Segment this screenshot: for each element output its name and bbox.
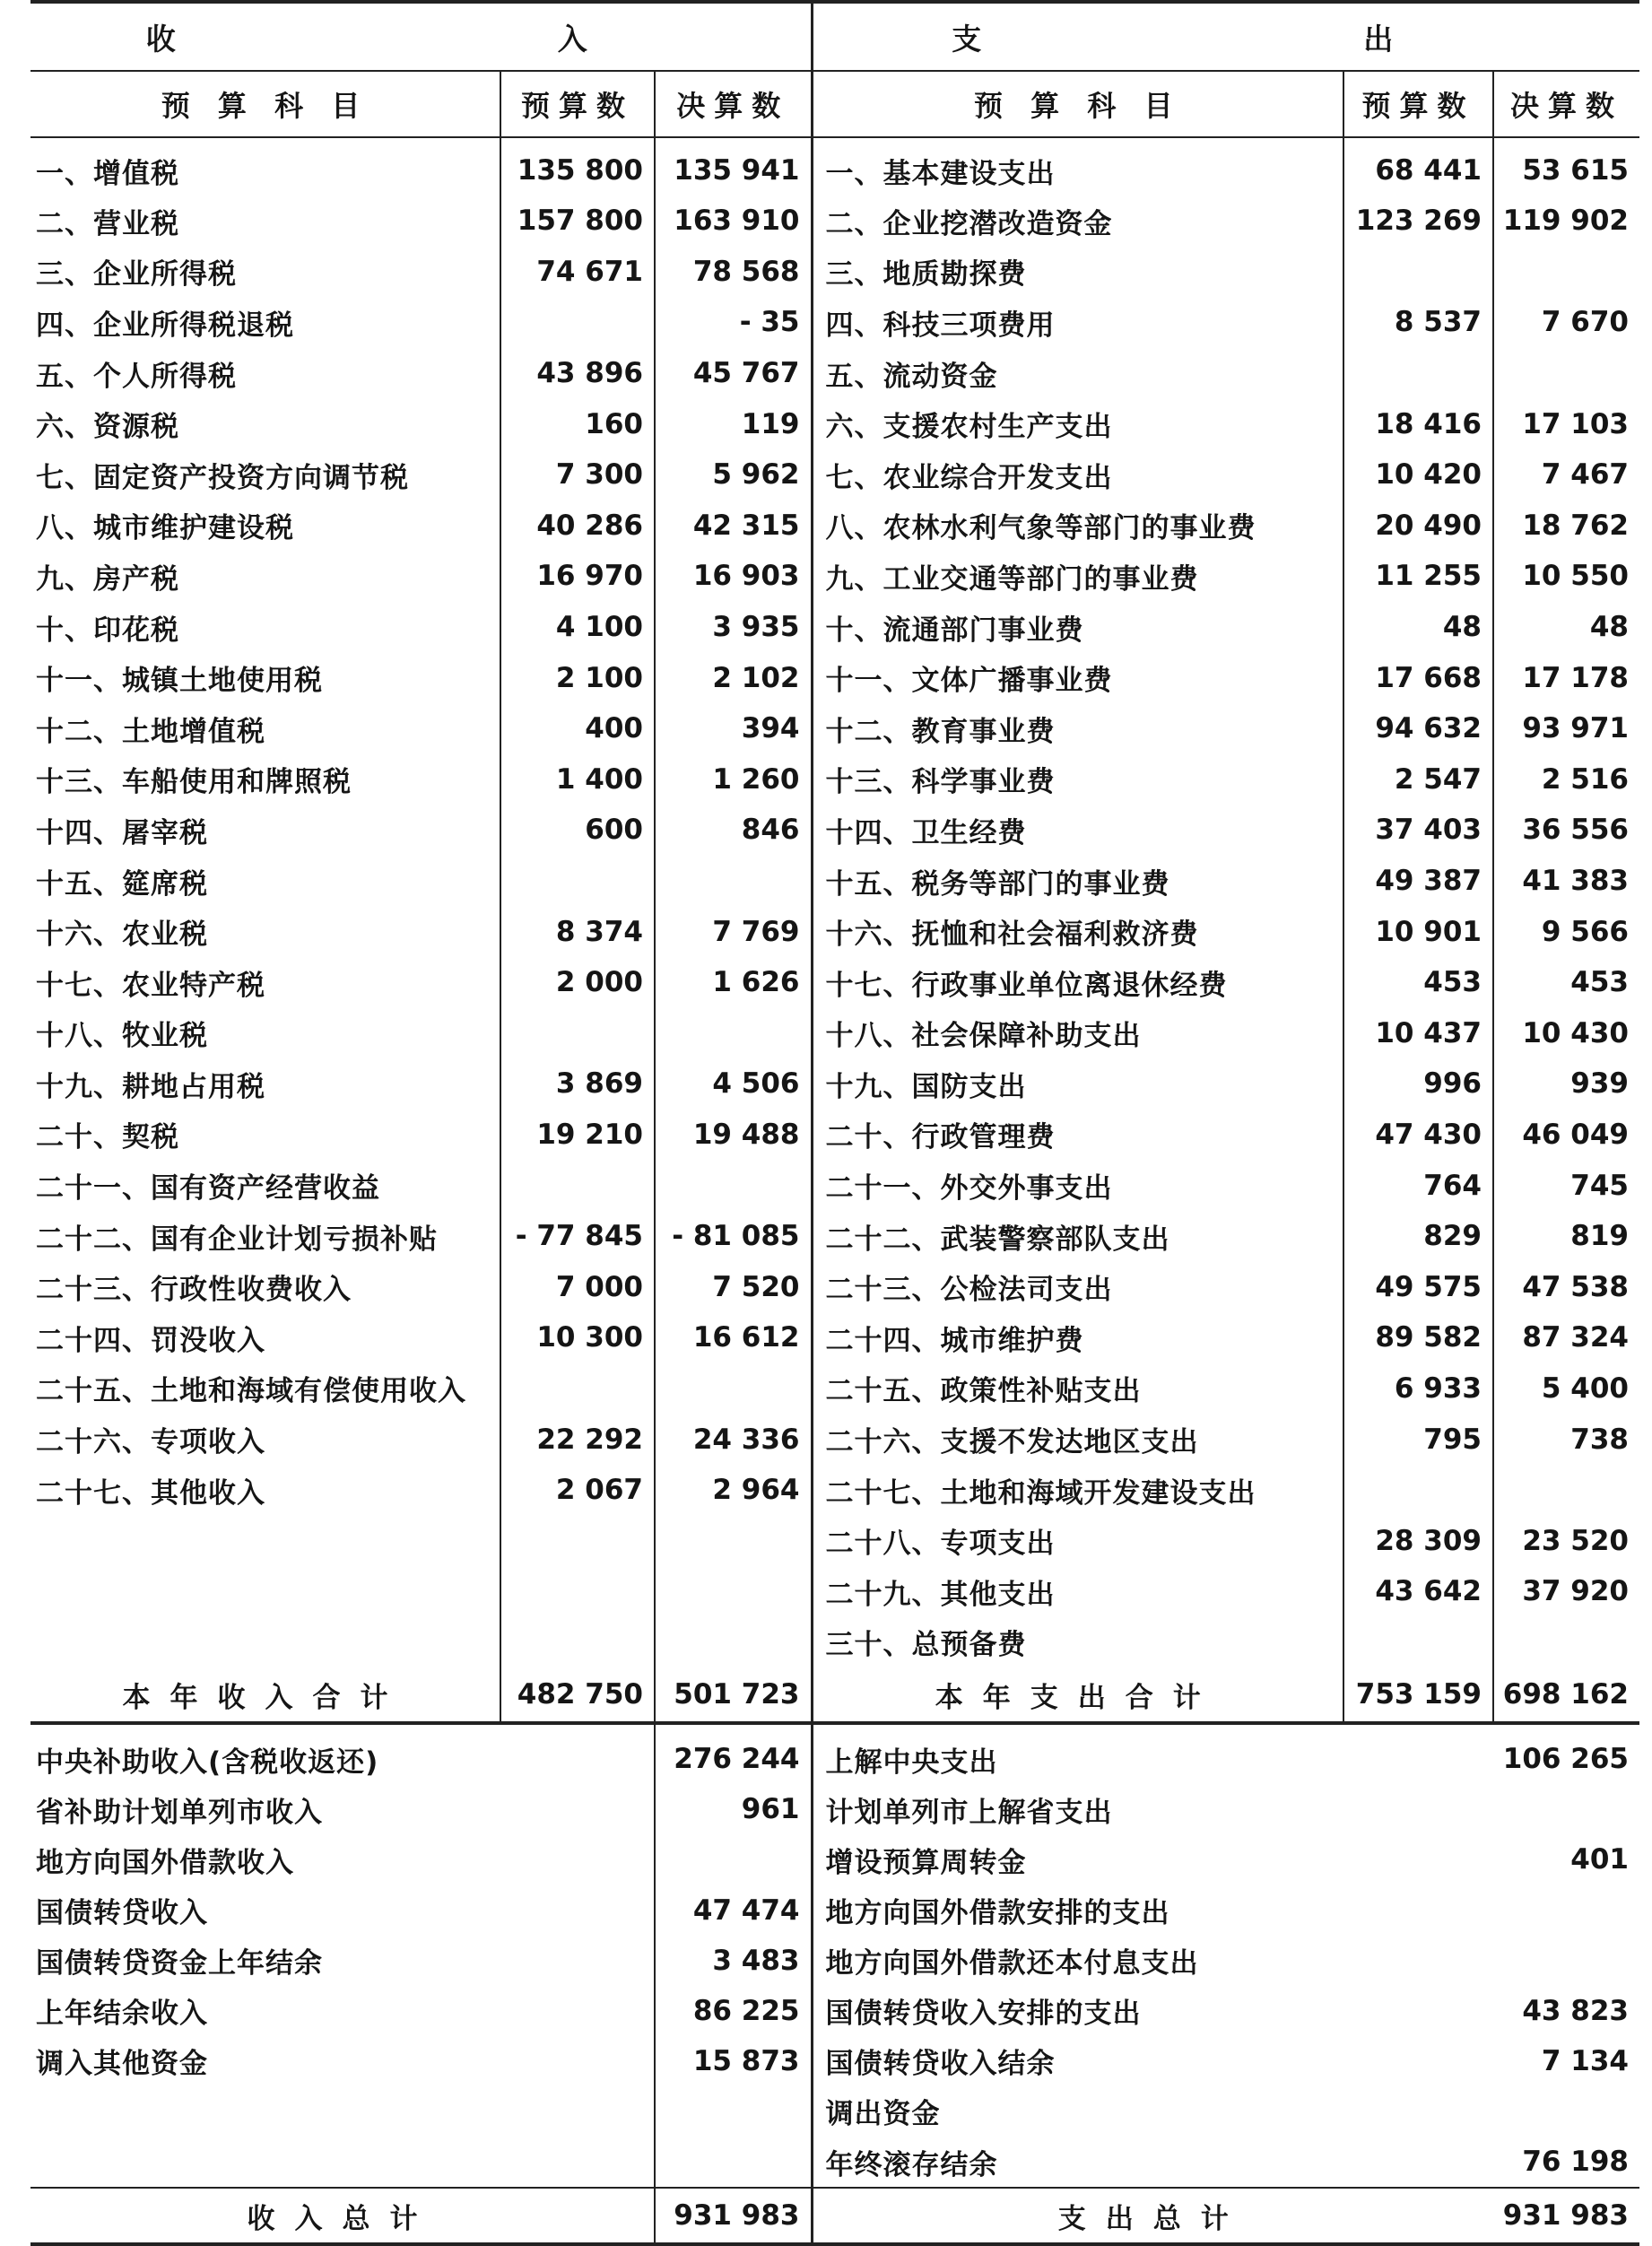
expense-final-value: 17 178 (1493, 652, 1639, 703)
income-final-value: 16 903 (655, 551, 812, 602)
income-transfer-value: 47 474 (655, 1885, 812, 1936)
income-item-name: 二十五、土地和海域有偿使用收入 (36, 1375, 466, 1408)
table-row (30, 297, 1639, 348)
expense-final-value: 453 (1493, 957, 1639, 1008)
income-transfer-value: 276 244 (655, 1723, 812, 1784)
expense-transfer-value (1493, 2086, 1639, 2137)
expense-item-name: 五、流动资金 (812, 348, 1343, 399)
income-transfer-name: 中央补助收入(含税收返还) (36, 1745, 379, 1779)
expense-final-value: 5 400 (1493, 1363, 1639, 1415)
income-item-name: 十九、耕地占用税 (36, 1070, 265, 1103)
income-transfer-value (655, 2086, 812, 2137)
expense-final-value: 87 324 (1493, 1312, 1639, 1363)
expense-item-name: 二十四、城市维护费 (812, 1312, 1343, 1363)
expense-item-name: 二十七、土地和海域开发建设支出 (812, 1465, 1343, 1516)
income-final-value: 78 568 (655, 247, 812, 298)
income-item-name: 四、企业所得税退税 (36, 309, 294, 342)
income-item-name (30, 1617, 500, 1668)
expense-budget-value: 8 537 (1343, 297, 1493, 348)
income-budget-value: 74 671 (500, 247, 655, 298)
expense-final-value: 10 550 (1493, 551, 1639, 602)
income-final-value: 45 767 (655, 348, 812, 399)
expense-final-value: 47 538 (1493, 1261, 1639, 1312)
expense-budget-value: 68 441 (1343, 137, 1493, 196)
income-item-name: 十一、城镇土地使用税 (36, 665, 323, 698)
expense-transfer-value (1493, 1784, 1639, 1834)
income-final-value: 1 626 (655, 957, 812, 1008)
table-row (30, 551, 1639, 602)
expense-annual-final-sum: 698 162 (1493, 1667, 1639, 1723)
income-budget-value: 600 (500, 805, 655, 856)
income-item-name: 二十一、国有资产经营收益 (36, 1172, 380, 1206)
income-item-name: 十八、牧业税 (36, 1020, 208, 1053)
income-budget-value: 7 300 (500, 449, 655, 501)
income-grand-total-label: 收入总计 (30, 2188, 655, 2244)
expense-budget-value (1343, 1617, 1493, 1668)
income-final-value: 42 315 (655, 501, 812, 552)
expense-item-name: 十、流通部门事业费 (812, 602, 1343, 653)
expense-transfer-name: 国债转贷收入安排的支出 (812, 1986, 1493, 2036)
income-budget-value (500, 1160, 655, 1211)
expense-budget-value: 89 582 (1343, 1312, 1493, 1363)
income-final-value: 135 941 (655, 137, 812, 196)
expense-item-name: 二十六、支援不发达地区支出 (812, 1414, 1343, 1465)
table-row (30, 1261, 1639, 1312)
expense-transfer-value: 43 823 (1522, 1994, 1629, 2027)
expense-transfer-value (1493, 1885, 1639, 1936)
income-item-name: 十五、筵席税 (36, 867, 208, 901)
income-final-value (655, 1566, 812, 1617)
income-transfer-value: 3 483 (655, 1936, 812, 1986)
income-budget-value (500, 1617, 655, 1668)
table-row (30, 1834, 1639, 1885)
expense-transfer-value: 106 265 (1502, 1743, 1629, 1776)
income-budget-value: 400 (500, 703, 655, 754)
budget-report-page (30, 0, 1639, 2246)
expense-final-value: 745 (1493, 1160, 1639, 1211)
expense-transfer-value: 7 134 (1541, 2044, 1629, 2077)
section-header-row (30, 2, 1639, 71)
table-row (30, 1008, 1639, 1059)
expense-budget-value: 94 632 (1343, 703, 1493, 754)
income-budget-value: 19 210 (500, 1110, 655, 1161)
expense-annual-sum-label: 本年支出合计 (812, 1667, 1343, 1723)
income-transfer-name: 国债转贷收入 (36, 1897, 208, 1930)
expense-grand-total-value: 931 983 (1493, 2188, 1639, 2244)
expense-item-name: 八、农林水利气象等部门的事业费 (812, 501, 1343, 552)
income-budget-value: 160 (500, 398, 655, 449)
income-transfer-value: 15 873 (655, 2036, 812, 2086)
income-final-value: 2 102 (655, 652, 812, 703)
expense-item-name: 二、企业挖潜改造资金 (812, 196, 1343, 247)
expense-budget-value (1343, 247, 1493, 298)
income-budget-value: 4 100 (500, 602, 655, 653)
income-final-value (655, 856, 812, 907)
expense-final-header: 决算数 (1493, 71, 1639, 137)
income-budget-value: - 77 845 (500, 1211, 655, 1262)
expense-budget-value: 49 575 (1343, 1261, 1493, 1312)
expense-budget-value: 17 668 (1343, 652, 1493, 703)
grand-total-section (30, 2188, 1639, 2244)
table-row (30, 1515, 1639, 1566)
income-budget-value: 16 970 (500, 551, 655, 602)
income-item-name: 十、印花税 (36, 614, 179, 647)
income-final-value: 2 964 (655, 1465, 812, 1516)
income-final-value: 7 520 (655, 1261, 812, 1312)
table-row (30, 1312, 1639, 1363)
expense-budget-value: 829 (1343, 1211, 1493, 1262)
expense-item-name: 二十三、公检法司支出 (812, 1261, 1343, 1312)
expense-item-name: 二十一、外交外事支出 (812, 1160, 1343, 1211)
expense-final-value: 7 670 (1493, 297, 1639, 348)
expense-item-name: 十一、文体广播事业费 (812, 652, 1343, 703)
expense-transfer-name: 调出资金 (812, 2086, 1493, 2137)
income-final-value: 1 260 (655, 754, 812, 805)
expense-transfer-name: 国债转贷收入结余 (812, 2036, 1493, 2086)
expense-budget-value: 10 437 (1343, 1008, 1493, 1059)
expense-item-name: 十五、税务等部门的事业费 (812, 856, 1343, 907)
expense-item-name: 十七、行政事业单位离退休经费 (812, 957, 1343, 1008)
income-final-value: 846 (655, 805, 812, 856)
table-row (30, 501, 1639, 552)
income-transfer-value: 86 225 (655, 1986, 812, 2036)
income-final-value: 19 488 (655, 1110, 812, 1161)
expense-transfer-name: 计划单列市上解省支出 (812, 1784, 1493, 1834)
expense-budget-value: 2 547 (1343, 754, 1493, 805)
table-row (30, 1110, 1639, 1161)
expense-budget-value: 996 (1343, 1058, 1493, 1110)
income-budget-value (500, 1363, 655, 1415)
income-item-name: 二十二、国有企业计划亏损补贴 (36, 1223, 438, 1256)
income-final-value: 24 336 (655, 1414, 812, 1465)
expense-budget-value: 20 490 (1343, 501, 1493, 552)
expense-item-name: 十八、社会保障补助支出 (812, 1008, 1343, 1059)
table-row (30, 1986, 1639, 2036)
expense-budget-value: 764 (1343, 1160, 1493, 1211)
income-transfer-name (30, 2137, 655, 2188)
expense-item-name: 二十五、政策性补贴支出 (812, 1363, 1343, 1415)
income-annual-sum-label: 本年收入合计 (30, 1667, 500, 1723)
table-row (30, 1936, 1639, 1986)
expense-final-value: 36 556 (1493, 805, 1639, 856)
income-annual-final-sum: 501 723 (655, 1667, 812, 1723)
income-transfer-name: 国债转贷资金上年结余 (36, 1947, 323, 1980)
expense-transfer-name: 地方向国外借款还本付息支出 (812, 1936, 1493, 1986)
income-item-name: 九、房产税 (36, 562, 179, 596)
expense-budget-value: 47 430 (1343, 1110, 1493, 1161)
expense-transfer-value (1493, 1936, 1639, 1986)
income-budget-value (500, 1515, 655, 1566)
expense-final-value: 7 467 (1493, 449, 1639, 501)
income-final-value: - 81 085 (655, 1211, 812, 1262)
expense-budget-value: 10 420 (1343, 449, 1493, 501)
income-item-name: 十三、车船使用和牌照税 (36, 766, 352, 799)
expense-budget-value: 10 901 (1343, 906, 1493, 957)
income-final-value (655, 1160, 812, 1211)
table-row (30, 703, 1639, 754)
expense-item-header: 预 算 科 目 (812, 71, 1343, 137)
income-budget-value: 2 000 (500, 957, 655, 1008)
table-row (30, 856, 1639, 907)
expense-transfer-name: 地方向国外借款安排的支出 (812, 1885, 1493, 1936)
expense-final-value (1493, 247, 1639, 298)
table-row (30, 1723, 1639, 1784)
expense-budget-value: 49 387 (1343, 856, 1493, 907)
income-budget-value (500, 297, 655, 348)
income-budget-value: 8 374 (500, 906, 655, 957)
expense-item-name: 十六、抚恤和社会福利救济费 (812, 906, 1343, 957)
table-row (30, 2137, 1639, 2188)
income-item-name: 十二、土地增值税 (36, 715, 265, 748)
expense-final-value: 119 902 (1493, 196, 1639, 247)
table-row (30, 1363, 1639, 1415)
income-final-header: 决算数 (655, 71, 812, 137)
expense-final-value: 9 566 (1493, 906, 1639, 957)
expense-item-name: 四、科技三项费用 (812, 297, 1343, 348)
table-row (30, 805, 1639, 856)
expense-final-value: 23 520 (1493, 1515, 1639, 1566)
expense-final-value: 48 (1493, 602, 1639, 653)
income-item-name: 二十四、罚没收入 (36, 1324, 265, 1357)
table-row (30, 754, 1639, 805)
expense-item-name: 三十、总预备费 (812, 1617, 1343, 1668)
income-grand-total-value: 931 983 (655, 2188, 812, 2244)
expense-item-name: 二十九、其他支出 (812, 1566, 1343, 1617)
income-budget-value: 2 067 (500, 1465, 655, 1516)
expense-final-value: 17 103 (1493, 398, 1639, 449)
income-transfer-value (655, 1834, 812, 1885)
income-final-value: 4 506 (655, 1058, 812, 1110)
expense-item-name: 二十八、专项支出 (812, 1515, 1343, 1566)
expense-item-name: 十四、卫生经费 (812, 805, 1343, 856)
income-item-name: 二十、契税 (36, 1121, 179, 1154)
expense-annual-budget-sum: 753 159 (1343, 1667, 1493, 1723)
income-budget-value: 2 100 (500, 652, 655, 703)
annual-sum-section (30, 1667, 1639, 1723)
income-final-value (655, 1617, 812, 1668)
income-final-value: - 35 (655, 297, 812, 348)
expense-budget-value: 37 403 (1343, 805, 1493, 856)
table-row (30, 2036, 1639, 2086)
income-item-name: 十七、农业特产税 (36, 969, 265, 1002)
expense-final-value: 46 049 (1493, 1110, 1639, 1161)
expense-final-value: 939 (1493, 1058, 1639, 1110)
income-budget-value: 22 292 (500, 1414, 655, 1465)
income-item-name: 二十六、专项收入 (36, 1426, 265, 1459)
grand-total-row (30, 2188, 1639, 2244)
income-item-name: 七、固定资产投资方向调节税 (36, 461, 409, 494)
table-row (30, 957, 1639, 1008)
income-final-value: 3 935 (655, 602, 812, 653)
income-final-value: 7 769 (655, 906, 812, 957)
table-row (30, 449, 1639, 501)
income-final-value (655, 1363, 812, 1415)
income-budget-value: 10 300 (500, 1312, 655, 1363)
income-item-name (30, 1566, 500, 1617)
expense-budget-value: 123 269 (1343, 196, 1493, 247)
income-item-name: 一、增值税 (36, 157, 179, 190)
expense-item-name: 三、地质勘探费 (812, 247, 1343, 298)
income-item-name: 十六、农业税 (36, 918, 208, 952)
income-transfer-name: 调入其他资金 (36, 2048, 208, 2081)
income-budget-header: 预算数 (500, 71, 655, 137)
expense-grand-total-label: 支出总计 (812, 2188, 1493, 2244)
expense-budget-value: 18 416 (1343, 398, 1493, 449)
table-row (30, 602, 1639, 653)
table-row (30, 196, 1639, 247)
expense-item-name: 九、工业交通等部门的事业费 (812, 551, 1343, 602)
income-final-value: 5 962 (655, 449, 812, 501)
table-row (30, 398, 1639, 449)
expense-budget-value: 453 (1343, 957, 1493, 1008)
expense-item-name: 七、农业综合开发支出 (812, 449, 1343, 501)
income-budget-value: 7 000 (500, 1261, 655, 1312)
table-row (30, 1211, 1639, 1262)
expense-budget-value: 6 933 (1343, 1363, 1493, 1415)
expense-final-value: 53 615 (1493, 137, 1639, 196)
expense-section-title: 支 出 (812, 2, 1639, 71)
income-section-title: 收 入 (30, 2, 812, 71)
expense-final-value: 37 920 (1493, 1566, 1639, 1617)
income-final-value: 394 (655, 703, 812, 754)
income-final-value: 119 (655, 398, 812, 449)
expense-item-name: 二十二、武装警察部队支出 (812, 1211, 1343, 1262)
income-final-value: 163 910 (655, 196, 812, 247)
table-row (30, 652, 1639, 703)
expense-item-name: 十二、教育事业费 (812, 703, 1343, 754)
income-budget-value: 135 800 (500, 137, 655, 196)
expense-final-value (1493, 1617, 1639, 1668)
expense-budget-value (1343, 1465, 1493, 1516)
annual-sum-row (30, 1667, 1639, 1723)
income-budget-value: 43 896 (500, 348, 655, 399)
expense-item-name: 二十、行政管理费 (812, 1110, 1343, 1161)
income-item-name: 二十七、其他收入 (36, 1476, 265, 1510)
income-budget-value (500, 856, 655, 907)
expense-final-value: 41 383 (1493, 856, 1639, 907)
expense-budget-value: 795 (1343, 1414, 1493, 1465)
income-item-header: 预 算 科 目 (30, 71, 500, 137)
income-transfer-value (655, 2137, 812, 2188)
expense-transfer-value: 76 198 (1522, 2146, 1629, 2179)
column-header-row (30, 71, 1639, 137)
income-budget-value: 1 400 (500, 754, 655, 805)
expense-final-value (1493, 1465, 1639, 1516)
income-item-name: 六、资源税 (36, 411, 179, 444)
income-item-name: 八、城市维护建设税 (36, 512, 294, 545)
expense-transfer-name: 上解中央支出 (812, 1723, 1493, 1784)
expense-item-name: 六、支援农村生产支出 (812, 398, 1343, 449)
income-final-value (655, 1008, 812, 1059)
expense-final-value: 93 971 (1493, 703, 1639, 754)
expense-final-value: 819 (1493, 1211, 1639, 1262)
table-row (30, 348, 1639, 399)
itemized-rows (30, 137, 1639, 1667)
income-item-name: 十四、屠宰税 (36, 816, 208, 849)
income-transfer-name: 省补助计划单列市收入 (36, 1796, 323, 1829)
income-budget-value (500, 1008, 655, 1059)
table-row (30, 906, 1639, 957)
income-budget-value: 3 869 (500, 1058, 655, 1110)
income-budget-value: 157 800 (500, 196, 655, 247)
table-row (30, 137, 1639, 196)
expense-item-name: 一、基本建设支出 (812, 137, 1343, 196)
table-row (30, 1566, 1639, 1617)
table-row (30, 1414, 1639, 1465)
expense-budget-value: 11 255 (1343, 551, 1493, 602)
table-row (30, 247, 1639, 298)
income-item-name: 二十三、行政性收费收入 (36, 1274, 352, 1307)
expense-final-value: 738 (1493, 1414, 1639, 1465)
expense-budget-value: 43 642 (1343, 1566, 1493, 1617)
income-budget-value: 40 286 (500, 501, 655, 552)
expense-budget-header: 预算数 (1343, 71, 1493, 137)
transfer-rows (30, 1723, 1639, 2188)
table-row (30, 1885, 1639, 1936)
expense-final-value (1493, 348, 1639, 399)
income-item-name: 二、营业税 (36, 207, 179, 240)
income-budget-value (500, 1566, 655, 1617)
expense-final-value: 2 516 (1493, 754, 1639, 805)
income-item-name: 五、个人所得税 (36, 360, 237, 393)
table-row (30, 2086, 1639, 2137)
table-row (30, 1160, 1639, 1211)
expense-final-value: 18 762 (1493, 501, 1639, 552)
income-annual-budget-sum: 482 750 (500, 1667, 655, 1723)
income-transfer-name: 上年结余收入 (36, 1998, 208, 2031)
budget-table (30, 0, 1639, 2246)
expense-transfer-value: 401 (1570, 1843, 1629, 1876)
income-transfer-value: 961 (655, 1784, 812, 1834)
income-transfer-name (30, 2086, 655, 2137)
expense-budget-value (1343, 348, 1493, 399)
income-item-name (30, 1515, 500, 1566)
expense-item-name: 十三、科学事业费 (812, 754, 1343, 805)
income-transfer-name: 地方向国外借款收入 (36, 1846, 294, 1879)
expense-item-name: 十九、国防支出 (812, 1058, 1343, 1110)
expense-final-value: 10 430 (1493, 1008, 1639, 1059)
income-final-value: 16 612 (655, 1312, 812, 1363)
table-row (30, 1617, 1639, 1668)
table-row (30, 1058, 1639, 1110)
income-item-name: 三、企业所得税 (36, 258, 237, 292)
expense-budget-value: 28 309 (1343, 1515, 1493, 1566)
table-row (30, 1465, 1639, 1516)
table-row (30, 1784, 1639, 1834)
expense-transfer-name: 年终滚存结余 (812, 2137, 1493, 2188)
expense-transfer-name: 增设预算周转金 (812, 1834, 1493, 1885)
income-final-value (655, 1515, 812, 1566)
expense-budget-value: 48 (1343, 602, 1493, 653)
